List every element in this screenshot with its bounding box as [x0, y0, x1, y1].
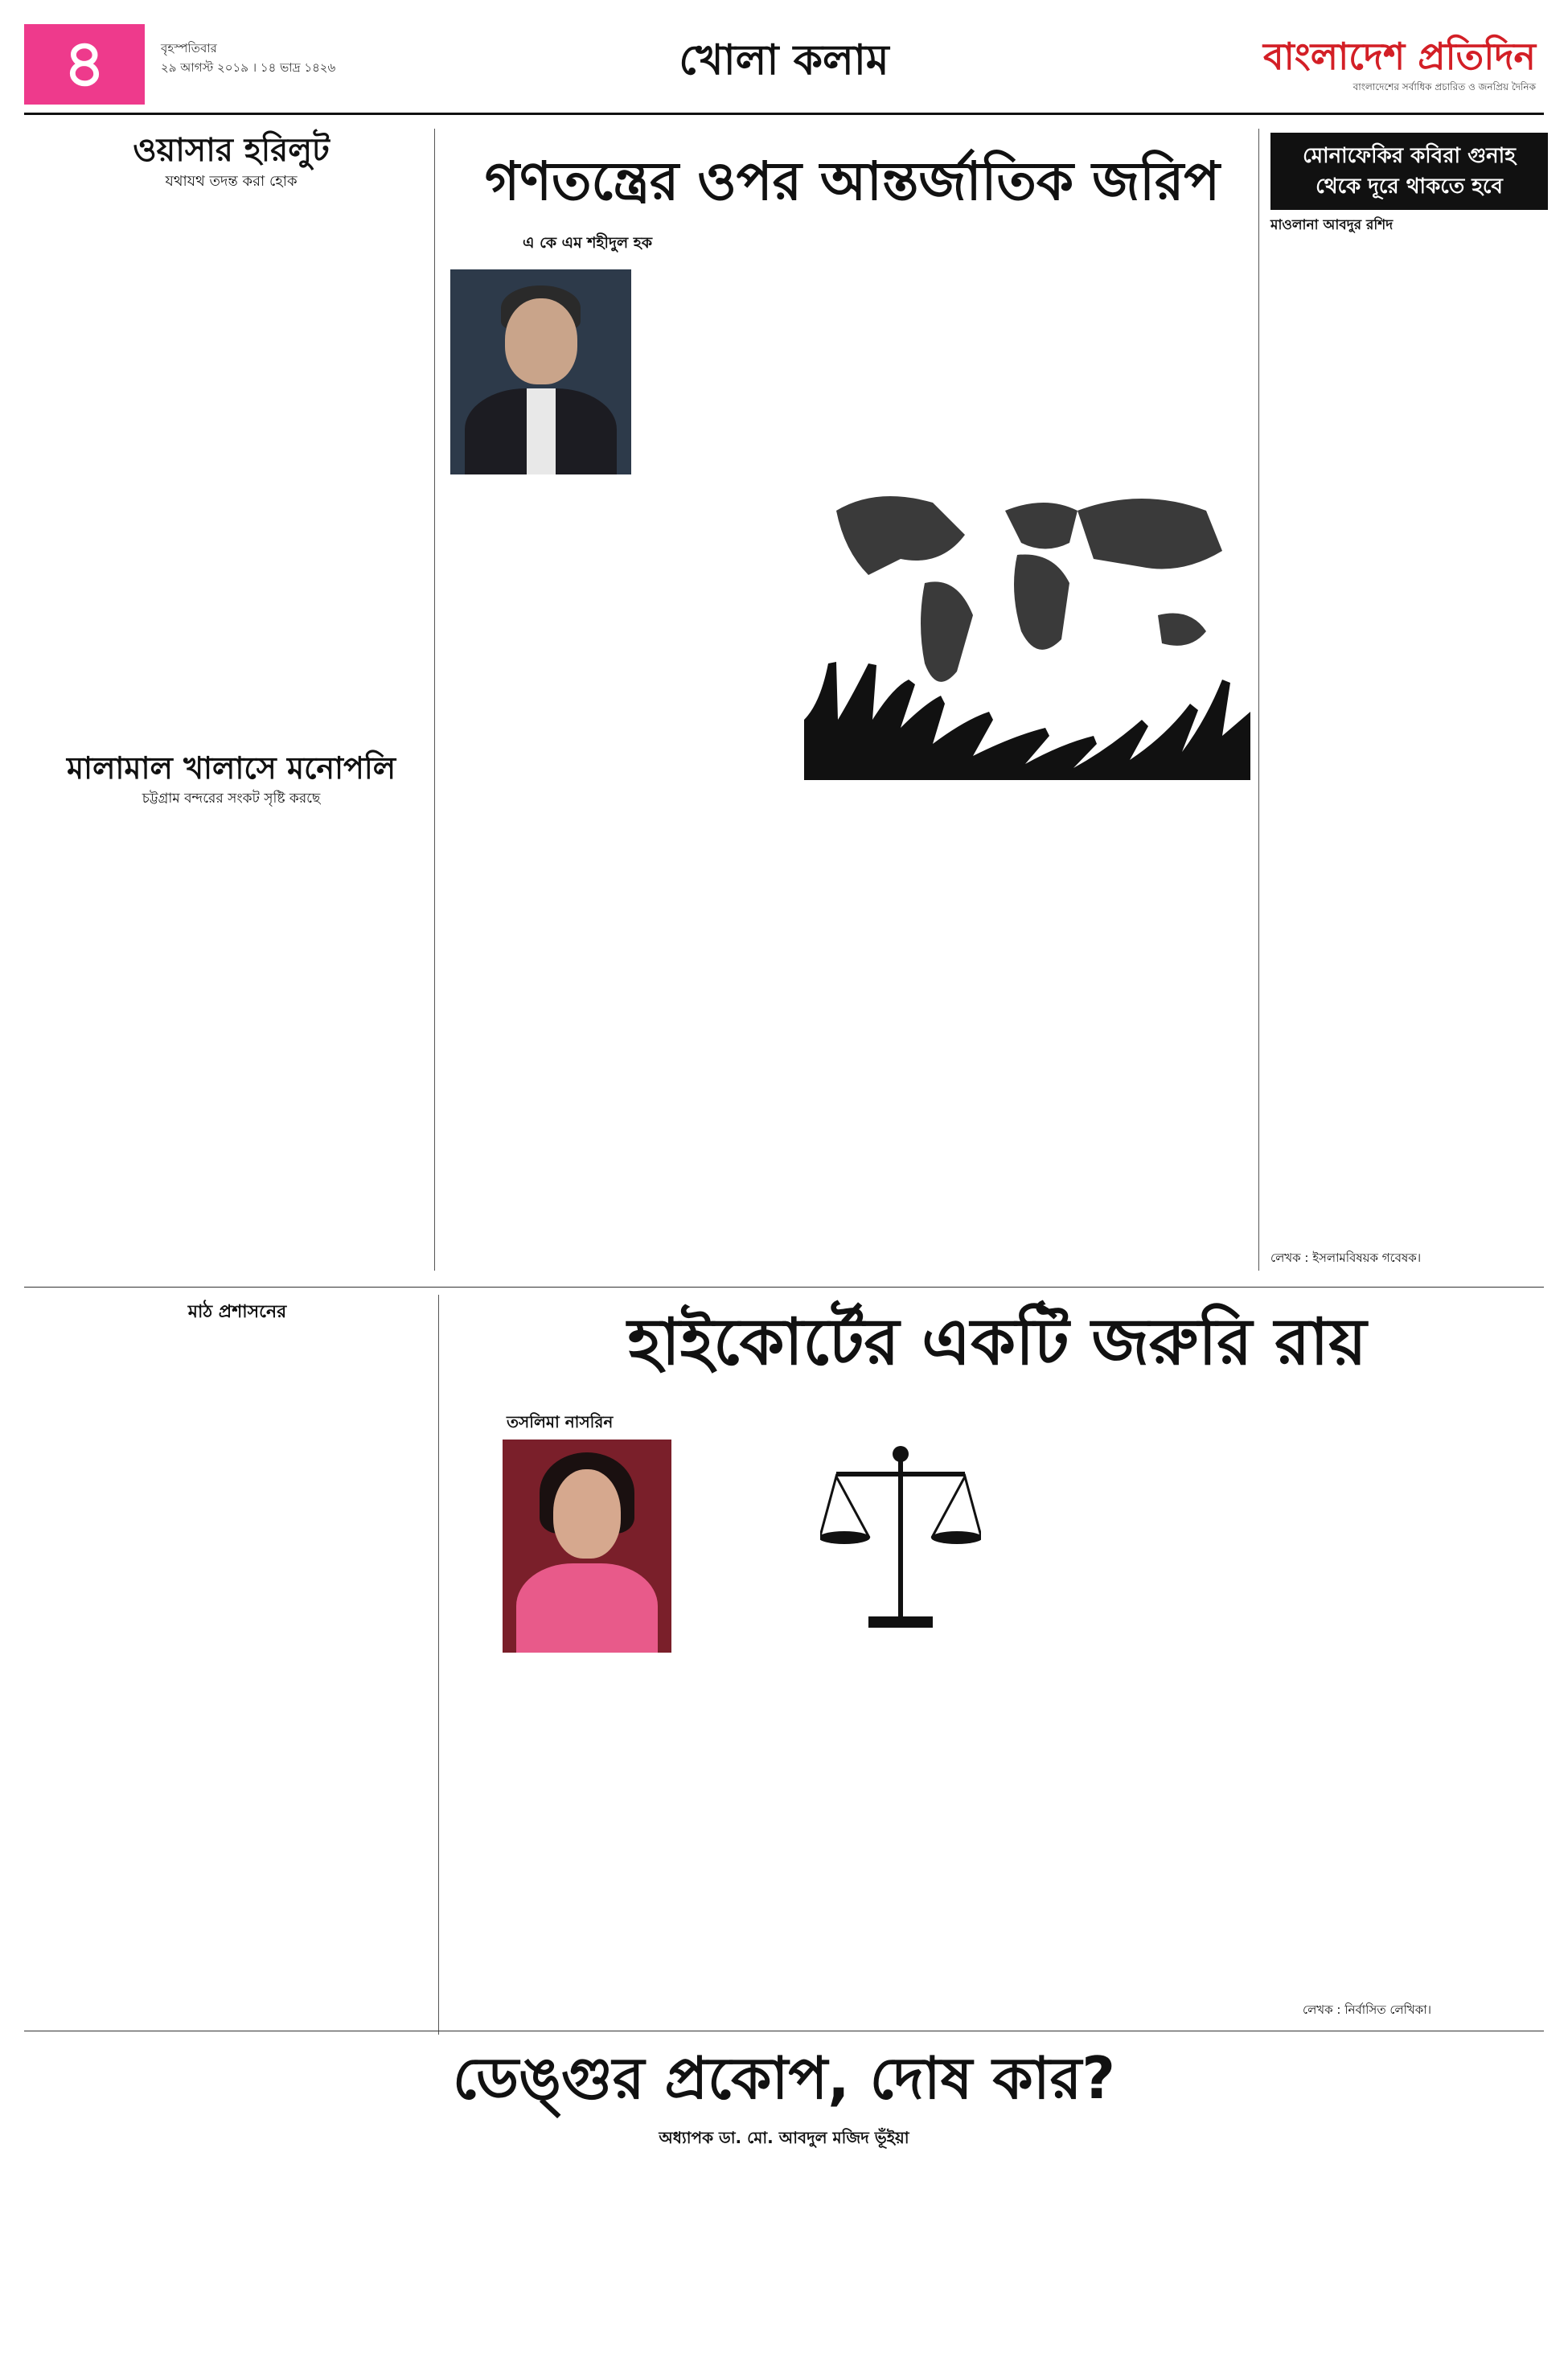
dengue-headline: ডেঙ্গুর প্রকোপ, দোষ কার?	[452, 2044, 1116, 2112]
dengue-body	[44, 2159, 1544, 2364]
democracy-headline: গণতন্ত্রের ওপর আন্তর্জাতিক জরিপ	[484, 150, 1221, 212]
highcourt-body	[683, 1440, 1544, 2019]
weekday: বৃহস্পতিবার	[161, 41, 217, 55]
issue-date: ২৯ আগস্ট ২০১৯ । ১৪ ভাদ্র ১৪২৬	[161, 60, 336, 75]
dateline	[161, 39, 402, 77]
page-number: ৪	[24, 24, 145, 105]
munafiq-headline: মোনাফেকির কবিরা গুনাহ থেকে দূরে থাকতে হবে	[1270, 133, 1548, 210]
field-admin-column	[44, 1303, 430, 2038]
monopoly-body	[44, 815, 418, 1297]
brand-block	[1230, 32, 1536, 97]
field-admin-headline: মাঠ প্রশাসনের	[187, 1302, 287, 1322]
highcourt-byline: তসলিমা নাসরিন	[507, 1412, 614, 1431]
wasa-body	[44, 199, 418, 645]
masthead-rule	[24, 113, 1544, 115]
field-admin-body	[44, 1330, 430, 2038]
world-map-illustration	[804, 478, 1250, 780]
monopoly-headline: মালামাল খালাসে মনোপলি	[66, 750, 396, 786]
democracy-body-continued	[804, 796, 1250, 1295]
highcourt-headline: হাইকোর্টের একটি জরুরি রায়	[627, 1304, 1367, 1379]
section-rule	[24, 1287, 1544, 1288]
column-divider	[438, 1295, 439, 2035]
democracy-body	[450, 483, 796, 1295]
author-photo-shahidul	[450, 269, 631, 474]
brand-logo: বাংলাদেশ প্রতিদিন	[1262, 35, 1536, 78]
section-title: খোলা কলাম	[679, 36, 889, 84]
highcourt-author-note: লেখক : নির্বাসিত লেখিকা।	[1303, 2002, 1431, 2017]
munafiq-author-note: লেখক : ইসলামবিষয়ক গবেষক।	[1270, 1251, 1422, 1266]
monopoly-editorial	[44, 752, 418, 1297]
brand-tagline: বাংলাদেশের সর্বাধিক প্রচারিত ও জনপ্রিয় দৈনিক	[1353, 81, 1536, 92]
wasa-editorial	[44, 133, 418, 645]
democracy-byline: এ কে এম শহীদুল হক	[523, 234, 652, 252]
column-divider	[1258, 129, 1259, 1271]
wasa-headline: ওয়াসার হরিলুট	[133, 132, 330, 169]
munafiq-column	[1270, 133, 1548, 1265]
dengue-byline: অধ্যাপক ডা. মো. আবদুল মজিদ ভূঁইয়া	[659, 2128, 909, 2147]
munafiq-body	[1270, 240, 1548, 1246]
wasa-subheadline: যথাযথ তদন্ত করা হোক	[165, 173, 298, 190]
monopoly-subheadline: চট্টগ্রাম বন্দরের সংকট সৃষ্টি করছে	[142, 790, 321, 807]
munafiq-byline: মাওলানা আবদুর রশিদ	[1270, 217, 1394, 233]
author-photo-taslima	[503, 1440, 671, 1653]
column-divider	[434, 129, 435, 1271]
